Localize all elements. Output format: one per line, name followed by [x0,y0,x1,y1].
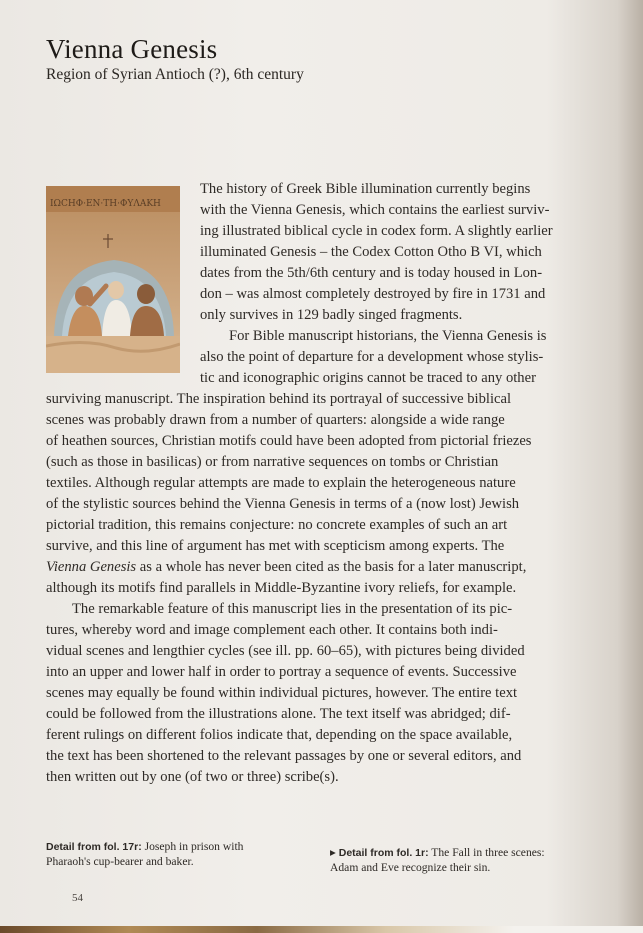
body-line: For Bible manuscript historians, the Vienna Genesis is [229,328,547,344]
body-line: the text has been shortened to the relevant passages by one or several editors, and [46,748,522,764]
caption-right-line1: The Fall in three scenes: [431,846,545,859]
body-line: scenes was probably drawn from a number of quarters: alongside a wide range [46,412,505,428]
body-line: (such as those in basilicas) or from narrative sequences on tombs or Christian [46,454,499,470]
body-line: ing illustrated biblical cycle in codex form. A slightly earlier [200,223,553,239]
body-line: surviving manuscript. The inspiration behind its portrayal of successive biblical [46,391,512,407]
page-subtitle: Region of Syrian Antioch (?), 6th century [46,66,304,83]
arrow-marker-icon: ▸ [330,846,336,859]
italic-title: Vienna Genesis [46,559,137,575]
body-line: could be followed from the illustrations alone. The text itself was abridged; dif- [46,706,511,722]
body-line: tic and iconographic origins cannot be traced to any other [200,370,536,386]
body-line: dates from the 5th/6th century and is today housed in Lon- [200,265,543,281]
caption-left-label: Detail from fol. 17r: [46,841,142,853]
page-number: 54 [72,892,83,904]
caption-left [46,840,243,869]
body-line: The history of Greek Bible illumination currently begins [200,181,531,197]
body-line: tures, whereby word and image complement each other. It contains both indi- [46,622,498,638]
body-line: don – was almost completely destroyed by fire in 1731 and [200,286,546,302]
body-line: pictorial tradition, this remains conjecture: no concrete examples of such an art [46,517,508,533]
body-line-rest: as a whole has never been cited as the basis for a later manuscript, [139,559,527,575]
body-line: also the point of departure for a development whose stylis- [200,349,544,365]
body-line: illuminated Genesis – the Codex Cotton Otho B VI, which [200,244,542,260]
manuscript-illumination-image [46,186,180,373]
caption-right-label: Detail from fol. 1r: [338,847,429,859]
body-line: only survives in 129 badly singed fragments. [200,307,463,323]
body-line: textiles. Although regular attempts are made to explain the heterogeneous nature [46,475,516,491]
caption-right-line2: Adam and Eve recognize their sin. [330,860,491,874]
body-line: scenes may equally be found within individual pictures, however. The entire text [46,685,518,701]
caption-left-line2: Pharaoh's cup-bearer and baker. [46,854,194,868]
body-line: The remarkable feature of this manuscript lies in the presentation of its pic- [72,601,513,617]
body-line: ferent rulings on different folios indicate that, depending on the space available, [46,727,513,743]
illumination-drawing [46,186,180,373]
body-line: although its motifs find parallels in Middle-Byzantine ivory reliefs, for example. [46,580,517,596]
page-title: Vienna Genesis [46,34,218,64]
body-line: of the stylistic sources behind the Vienna Genesis in terms of a (now lost) Jewish [46,496,520,512]
body-line: vidual scenes and lengthier cycles (see ill. pp. 60–65), with pictures being divided [46,643,525,659]
body-line: survive, and this line of argument has met with scepticism among experts. The [46,538,505,554]
illumination-inscription: ΙΩCΗΦ·ΕΝ·ΤΗ·ΦΥΛΑΚΗ [50,199,161,209]
body-line: of heathen sources, Christian motifs could have been adopted from pictorial friezes [46,433,532,449]
body-line: into an upper and lower half in order to portray a sequence of events. Successive [46,664,517,680]
page-edge-strip [0,926,643,933]
body-line [46,557,526,578]
body-line: with the Vienna Genesis, which contains the earliest surviv- [200,202,550,218]
caption-left-line1: Joseph in prison with [144,840,244,853]
body-line: then written out by one (of two or three) scribe(s). [46,769,339,785]
caption-right [330,846,545,875]
